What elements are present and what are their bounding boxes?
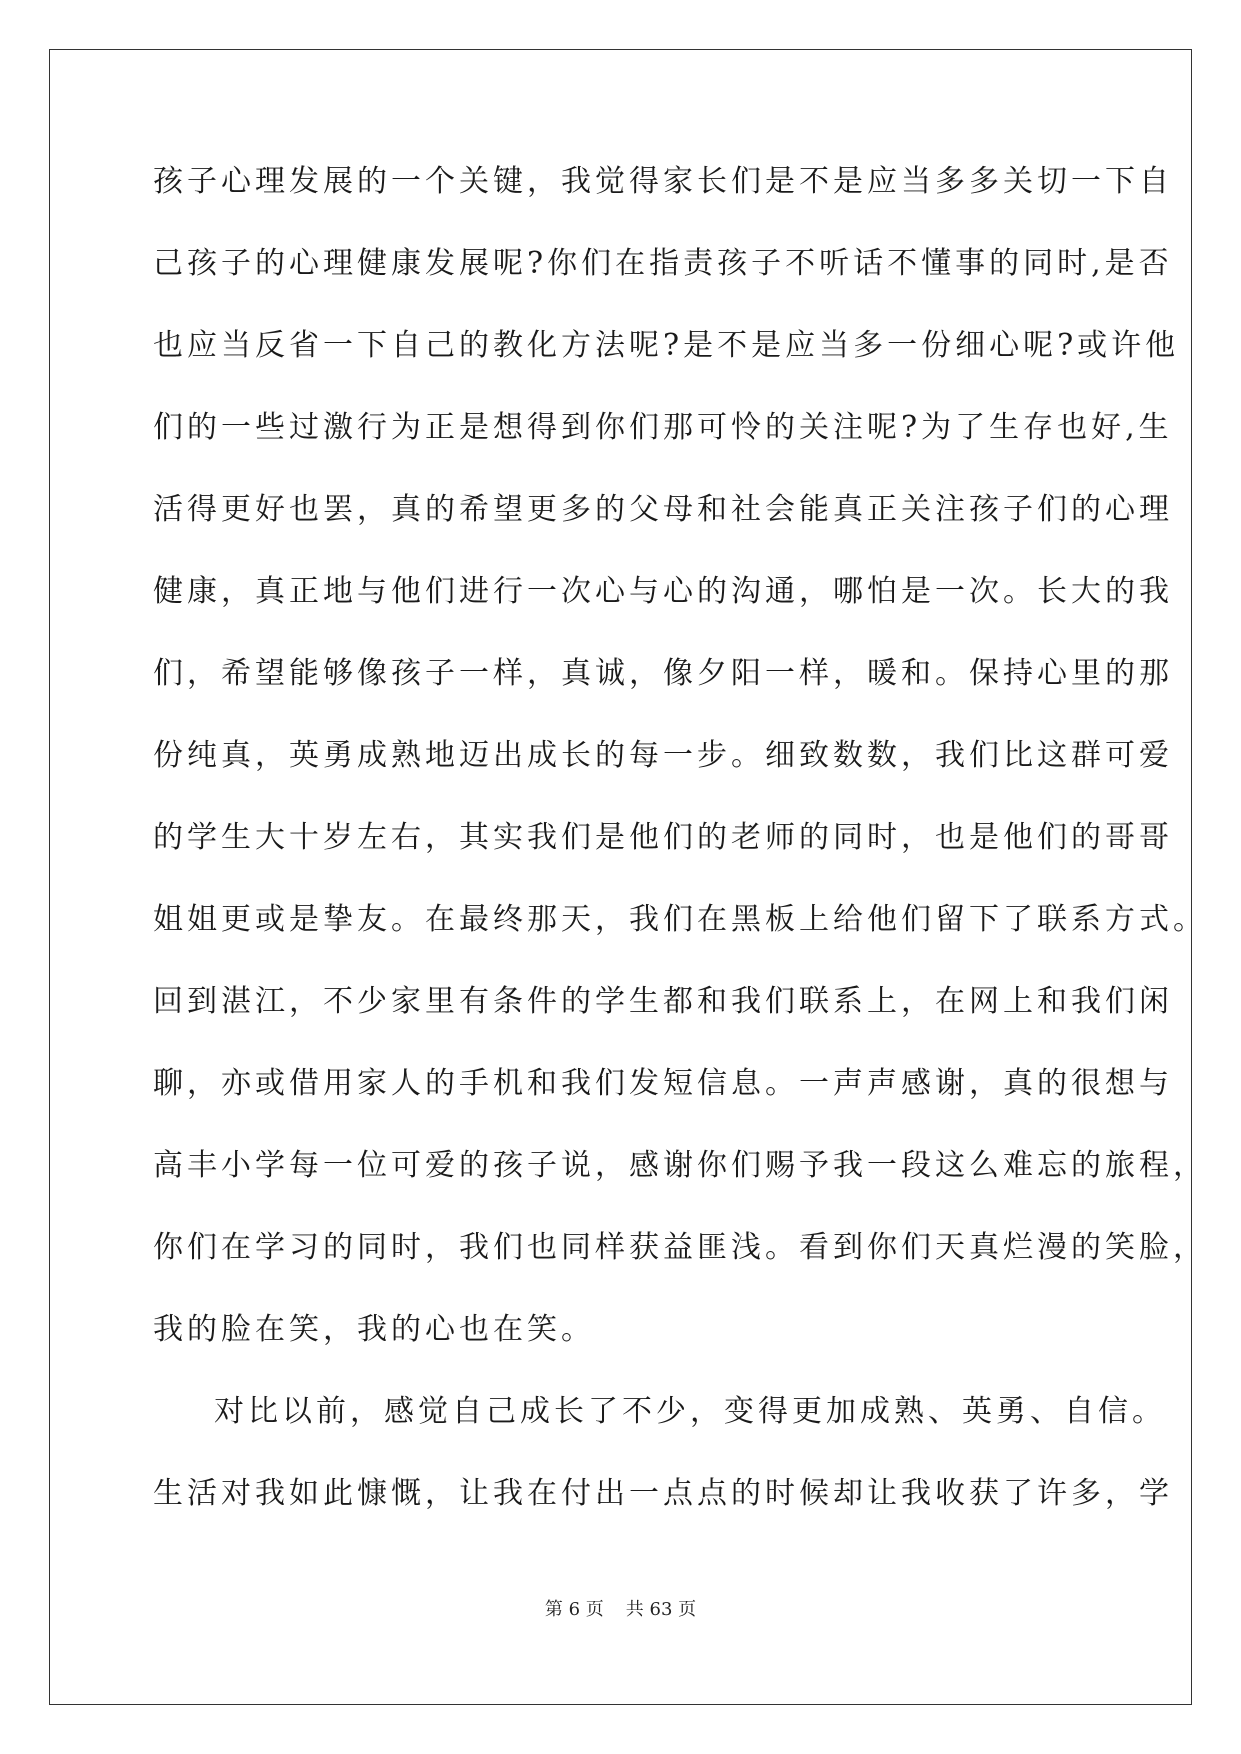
- page-footer: [0, 1598, 1241, 1622]
- page-number: 第 6 页: [544, 1599, 604, 1620]
- text-line: 份纯真，英勇成熟地迈出成长的每一步。细致数数，我们比这群可爱: [153, 738, 1173, 773]
- text-line: 们的一些过激行为正是想得到你们那可怜的关注呢?为了生存也好,生: [153, 410, 1173, 445]
- text-line: 活得更好也罢，真的希望更多的父母和社会能真正关注孩子们的心理: [153, 492, 1173, 527]
- text-line: 高丰小学每一位可爱的孩子说，感谢你们赐予我一段这么难忘的旅程，: [153, 1148, 1207, 1183]
- body-text: [153, 162, 1207, 1556]
- page-total: 共 63 页: [625, 1599, 697, 1620]
- text-line: 的学生大十岁左右，其实我们是他们的老师的同时，也是他们的哥哥: [153, 820, 1173, 855]
- text-line: 也应当反省一下自己的教化方法呢?是不是应当多一份细心呢?或许他: [153, 328, 1180, 363]
- text-line: 回到湛江，不少家里有条件的学生都和我们联系上，在网上和我们闲: [153, 984, 1173, 1019]
- paragraph-start-line: 对比以前，感觉自己成长了不少，变得更加成熟、英勇、自信。: [214, 1394, 1166, 1429]
- text-line: 生活对我如此慷慨，让我在付出一点点的时候却让我收获了许多，学: [153, 1476, 1173, 1511]
- text-line: 我的脸在笑，我的心也在笑。: [153, 1312, 595, 1347]
- text-line: 你们在学习的同时，我们也同样获益匪浅。看到你们天真烂漫的笑脸，: [153, 1230, 1207, 1265]
- text-line: 孩子心理发展的一个关键，我觉得家长们是不是应当多多关切一下自: [153, 164, 1173, 199]
- text-line: 健康，真正地与他们进行一次心与心的沟通，哪怕是一次。长大的我: [153, 574, 1173, 609]
- text-line: 聊，亦或借用家人的手机和我们发短信息。一声声感谢，真的很想与: [153, 1066, 1173, 1101]
- text-line: 己孩子的心理健康发展呢?你们在指责孩子不听话不懂事的同时,是否: [153, 246, 1173, 281]
- text-line: 姐姐更或是挚友。在最终那天，我们在黑板上给他们留下了联系方式。: [153, 902, 1207, 937]
- text-line: 们，希望能够像孩子一样，真诚，像夕阳一样，暖和。保持心里的那: [153, 656, 1173, 691]
